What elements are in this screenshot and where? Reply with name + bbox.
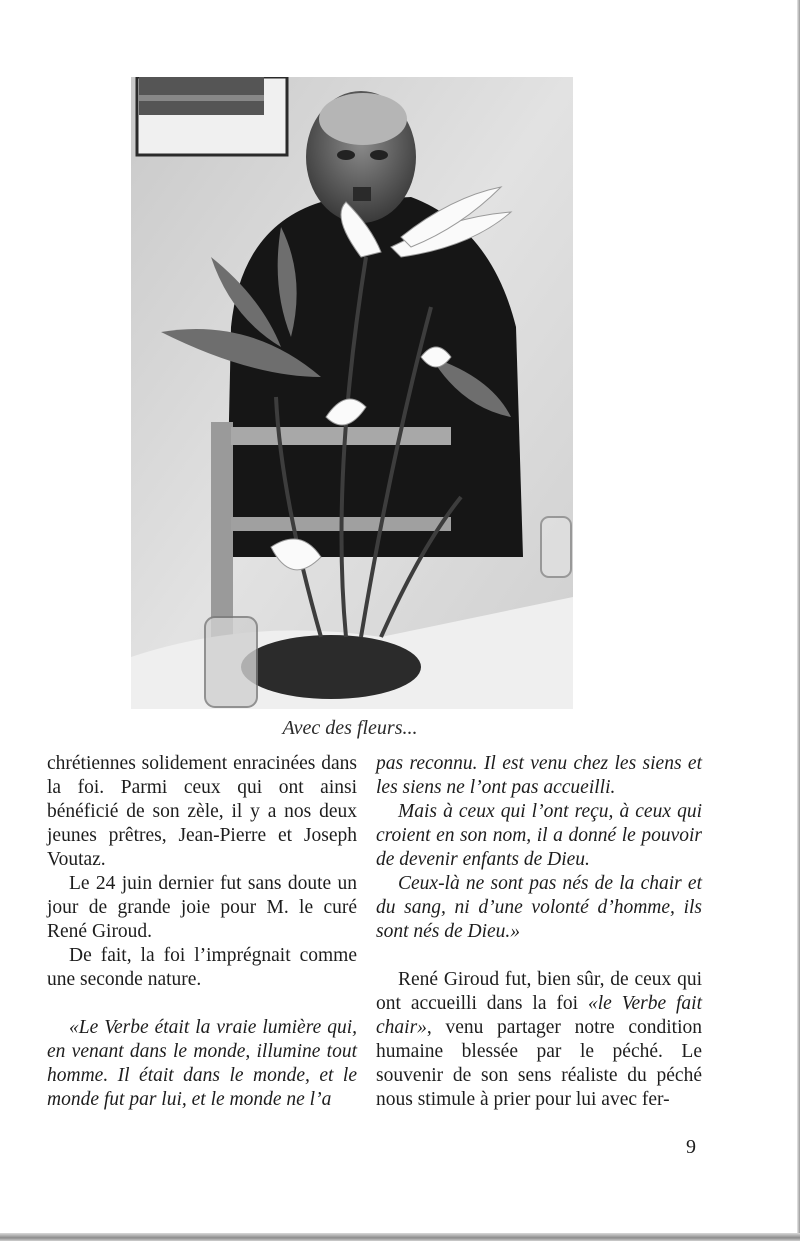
paragraph: De fait, la foi l’imprégnait comme une seconde nature. <box>47 945 357 990</box>
text-column-left <box>47 752 357 1112</box>
photo-image <box>131 77 573 709</box>
scripture-quote: Mais à ceux qui l’ont reçu, à ceux qui croient en son nom, il a donné le pouvoir de devenir enfants de Dieu. <box>376 801 702 870</box>
scripture-quote: «Le Verbe était la vraie lumière qui, en venant dans le monde, illumine tout homme. Il était dans le monde, et le monde fut par lui, et le monde ne l’a <box>47 1017 357 1110</box>
page-number: 9 <box>686 1136 696 1158</box>
text-column-right <box>376 752 702 1112</box>
paragraph-text: René Giroud fut, bien sûr, de ceux qui ont accueilli dans la foi <box>376 969 702 1014</box>
photo-caption: Avec des fleurs... <box>282 717 418 739</box>
paragraph: Le 24 juin dernier fut sans doute un jour de grande joie pour M. le curé René Giroud. <box>47 873 357 942</box>
inline-quote: «le Verbe fait chair» <box>376 993 703 1038</box>
scripture-quote: Ceux-là ne sont pas nés de la chair et du sang, ni d’une volonté d’homme, ils sont nés de Dieu.» <box>376 873 702 942</box>
paragraph <box>376 968 702 1112</box>
paragraph: chrétiennes solidement enracinées dans la foi. Parmi ceux qui ont ainsi bénéficié de son zèle, il y a nos deux jeunes prêtres, Jean-Pierre et Joseph Voutaz. <box>47 753 357 870</box>
scripture-quote: pas reconnu. Il est venu chez les siens et les siens ne l’ont pas accueilli. <box>376 753 702 798</box>
photo-priest-with-flowers <box>131 77 573 709</box>
paragraph-text: , venu partager notre condition humaine blessée par le péché. Le souvenir de son sens réaliste du péché nous stimule à prier pour lui avec fer- <box>376 1017 702 1110</box>
page-bottom-shadow <box>0 1233 800 1241</box>
